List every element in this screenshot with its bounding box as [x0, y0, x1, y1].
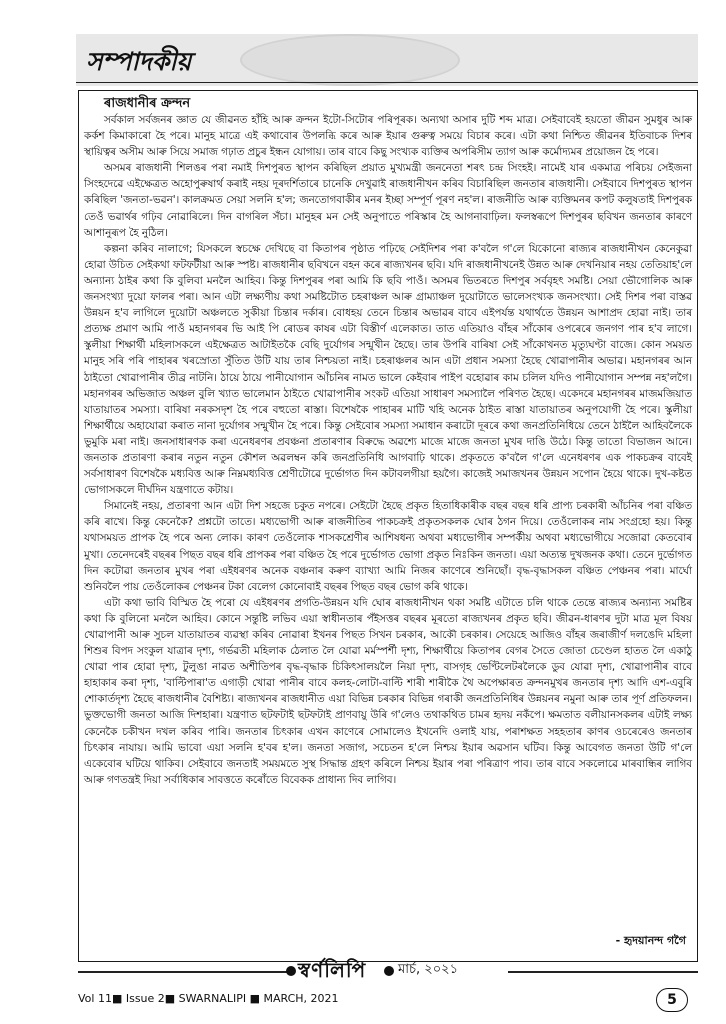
paragraph-5: এটা কথা ভাবি বিস্মিত হৈ পৰো যে এইধৰণৰ প্ৰগতি-উন্নয়ন যদি ঘোৰ ৰাজধানীখন থকা সমষ্টি এটাতে চলি থাকে তেন্তে ৰাজ্যৰ অন্যান্য সমষ্টিৰ কথা কি বুলিনো মনলৈ আহিব। কোনে সন্তুষ্টি লভিব এয়া স্বাধীনতাৰ পঁইসত্তৰ বছৰৰ মূৰতো ৰাজ্যখনৰ প্ৰকৃত ছবি। জীৱন-ধাৰণৰ দুটা মাত্ৰ মূল বিষয় খোৱাপানী আৰু সুচল যাতায়াতৰ ব্যৱস্থা কৰিব নোৱাৰা ইখনৰ পিছত সিখন চৰকাৰ, আকৌ চৰকাৰ। সেয়েহে আজিও বাঁহৰ জৰাজীৰ্ণ দলঙেদি মহিলা শিশুৰ বিপদ সংকুল যাত্ৰাৰ দৃশ্য, গৰ্ভৱতী মহিলাক ঠেলাত লৈ যোৱা মৰ্মস্পৰ্শী দৃশ্য, শিক্ষাৰ্থীয়ে কিতাপৰ বেগৰ সৈতে জোতা চেণ্ডেল হাতত লৈ একাঠু খোৱা পাৰ হোৱা দৃশ্য, টুলুঙা নাৱত অশীতিপৰ বৃদ্ধ-বৃদ্ধাক চিকিৎসালয়লৈ নিয়া দৃশ্য, বাসগৃহ ভেণ্টিলেটৰলৈকে ডুব যোৱা দৃশ্য, খোৱাপানীৰ বাবে হাহাকাৰ কৰা দৃশ্য, 'বাল্টিপাৰা'ত এগাড়ী খোৱা পানীৰ বাবে কলহ-লোটা-বাল্টি শাৰী শাৰীকৈ থৈ অপেক্ষাৰত ক্ৰন্দনমুখৰ জনতাৰ দৃশ্য আদি এশ-এবুৰি শোকাৰ্তদৃশ্য হৈছে ৰাজধানীৰ বৈশিষ্ট্য। ৰাজ্যখনৰ ৰাজধানীত এয়া বিভিন্ন চৰকাৰ বিভিন্ন গৰাকী জনপ্ৰতিনিধিৰ উন্নয়নৰ নমুনা আৰু তাৰ পূৰ্ণ প্ৰতিফলন। ভুক্তভোগী জনতা আজি দিশহাৰা। যন্ত্ৰণাত ছটফটাই ছটফটাই প্ৰাণবায়ু উৰি গ'লেও তথাকথিত চামৰ হৃদয় নকঁপে। ক্ষমতাত বলীয়ানসকলৰ এটাই লক্ষ্য কেনেকৈ চকীখন দখল কৰিব পাৰি। জনতাৰ চিৎকাৰ এখন কাণেৰে সোমালেও ইখনেদি ওলাই যায়, পৰাশক্ষত সহহতাৰ কাণৰ ওচৰেৰেও জনতাৰ চিৎকাৰ নাযায়। আমি ভাবো এয়া সলনি হ'বৰ হ'ল। জনতা সজাগ, সচেতন হ'লে নিশ্চয় ইয়াৰ অৱসান ঘটিব। কিন্তু আবেগত জনতা উটি গ'লে একেবোৰ ঘটিয়ে থাকিব। সেইবাবে জনতাই সময়মতে সুস্থ সিদ্ধান্ত গ্ৰহণ কৰিলে নিশ্চয় ইয়াৰ পৰা পৰিত্ৰাণ পাব। তাৰ বাবে সকলোৱে মাৰবান্ধিৰ লাগিব আৰু গণতন্ত্ৰই দিয়া সৰ্বাধিকাৰ সাবত্ততে কৰোঁতে বিবেকক প্ৰাধান্য দিব লাগিব।: [84, 596, 692, 786]
issue-date: মাৰ্চ, ২০২১: [398, 962, 459, 977]
header-ornament: [240, 34, 460, 86]
paragraph-1: সৰ্বকাল সৰ্বজনৰ জ্ঞাত যে জীৱনত হাঁহি আৰু ক্ৰন্দন ইটো-সিটোৰ পৰিপূৰক। অন্যথা অসাৰ দুটি শব্দ মাত্ৰ। সেইবাবেই হয়তো জীৱন সুমধুৰ আৰু কৰ্কশ কিমাকাৰো হৈ পৰে। মানুহ মাত্ৰে এই কথাবোৰ উপলব্ধি কৰে আৰু ইয়াৰ গুৰুত্ব সময়ে বিচাৰ কৰে। এটা কথা নিশ্চিত জীৱনৰ ইতিবাচক দিশৰ স্থায়িত্বৰ অসীম আৰু সিয়ে সমাজ গঢ়াত প্ৰচুৰ ইন্ধন যোগায়। তাৰ বাবে কিছু সংখ্যক ব্যক্তিৰ অপৰিসীম ত্যাগ আৰু কৰ্মোদ্যমৰ প্ৰয়োজন হৈ পৰে।: [84, 114, 692, 159]
footer-brand: [78, 960, 698, 982]
footer-rule-left: [78, 971, 292, 973]
page-title: সম্পাদকীয়: [86, 47, 192, 76]
author-signature: - হৃদয়ানন্দ গগৈ: [615, 934, 686, 947]
paragraph-2: অসমৰ ৰাজধানী শিলঙৰ পৰা নমাই দিশপুৰত স্থাপন কৰিছিল প্ৰয়াত মুখ্যমন্ত্ৰী জননেতা শৰৎ চন্দ্ৰ সিংহই। নামেই যাৰ একমাত্ৰ পৰিচয় সেইজনা সিংহদেৱে এইক্ষেত্ৰত অহোপুৰুষাৰ্থ কৰাই নহয় দূৰদৰ্শিতাৰে চানেকি দেখুৱাই ৰাজধানীখন কৰিব বিচাৰিছিল জনতাৰ ৰাজধানী। সেইবাবে দিশপুৰত স্থাপন কৰিছিল 'জনতা-ভৱন'। কালক্ৰমত সেয়া সলনি হ'ল; জনতোগবাকীৰ মনৰ ইচ্ছা সম্পূৰ্ণ পূৰণ নহ'ল। ৰাজনীতি আৰু ব্যক্তিমনৰ কপট কলুষতাই দিশপুৰক তেওঁ ভৱাৰ্থৰ গঢ়িব নোৱাৰিলে। দিন বাগৰিল সঁচা। মানুহৰ মন সেই অনুপাতে পৰিস্কাৰ হৈ আগনাবাঢ়িল। ফলস্বৰূপে দিশপুৰৰ ছবিখন জনতাৰ কাৰণে আশানুৰূপ হৈ নুঠিল।: [84, 162, 692, 239]
footer-bullet-icon: [384, 966, 394, 976]
paragraph-4: সিমানেই নহয়, প্ৰতাৰণা আন এটা দিশ সহজে চকুত নপৰে। সেইটো হৈছে প্ৰকৃত হিতাধিকাৰীক বছৰ বছৰ ধৰি প্ৰাপ্য চৰকাৰী আঁচনিৰ পৰা বঞ্চিত কৰি ৰাখে। কিন্তু কেনেকৈ? প্ৰশ্নটো তাতে। মধ্যভোগী আৰু ৰাজনীতিৰ পাকচক্ৰই প্ৰকৃতসকলক ঘোৰ ঠগন দিয়ে। তেওঁলোকৰ নাম সংগ্ৰহো হয়। কিন্তু যথাসময়ত প্ৰাপক হৈ পৰে অন্য লোক। কাৰণ তেওঁলোক শাসকশ্ৰেণীৰ আশিষধন্য অথবা মধ্যভোগীৰ সম্পৰ্কীয় অথবা মধ্যভোগীয়ে সজোৱা কেতবোৰ মুখা। তেনেদৰেই বছৰৰ পিছত বছৰ ধৰি প্ৰাপকৰ পৰা বঞ্চিত হৈ পৰে দুৰ্ভোগত ভোগা প্ৰকৃত নিঃকিন জনতা। এয়া অত্যন্ত দুখজনক কথা। তেনে দুৰ্ভোগত দিন কটোৱা জনতাৰ মুখৰ পৰা এইধৰণৰ অনেক বঞ্চনাৰ কৰুণ ব্যাখ্যা আমি নিজৰ কাণেৰে শুনিছোঁ। বৃদ্ধ-বৃদ্ধাসকল বঞ্চিত পেঞ্চনৰ পৰা। মাৰ্ঘো শুনিবলৈ পায় তেওঁলোকৰ পেঞ্চনৰ টকা বেলেগ কোনোবাই বছৰৰ পিছত বছৰ ভোগ কৰি থাকে।: [84, 500, 692, 593]
article-body: [84, 112, 692, 788]
article-heading: ৰাজধানীৰ ক্ৰন্দন: [104, 96, 191, 111]
footer-bullet-icon: [286, 966, 296, 976]
header-divider: [76, 82, 698, 83]
paragraph-3: কল্পনা কৰিব নালাগে; যিসকলে স্বচক্ষে দেখিছে বা কিতাপৰ পৃষ্ঠাত পঢ়িছে সেইদিশৰ পৰা ক'বলৈ গ'লে যিকোনো ৰাজ্যৰ ৰাজধানীখন কেনেকুৱা হোৱা উচিত সেইকথা ফটফটীয়া আৰু স্পষ্ট। ৰাজধানীৰ ছবিখনে বহন কৰে ৰাজ্যখনৰ ছবি। যদি ৰাজধানীখনেই উন্নত আৰু দেখনিয়াৰ নহয় তেতিয়াহ'লে অন্যান্য ঠাইৰ কথা কি বুলিবা মনলৈ আহিব। কিন্তু দিশপুৰৰ পৰা আমি কি ছবি পাওঁ। অসমৰ ভিতৰতে দিশপুৰ সৰ্ববৃহৎ সমষ্টি। সেয়া ভৌগোলিক আৰু জনসংখ্যা দুয়ো ফালৰ পৰা। আন এটা লক্ষ্যণীয় কথা সমষ্টিটোত চহৰাঞ্চল আৰু গ্ৰাম্যাঞ্চল দুয়োটাতে ভালেসংখ্যক জনসংখ্যা। সেই দিশৰ পৰা বাস্তৱ উন্নয়ন হ'ব লাগিলে দুয়োটা অঞ্চলতে সুকীয়া চিন্তাৰ দৰ্কাৰ। বোধহয় তেনে চিন্তাৰ অভাৱৰ বাবে এইপৰ্যন্ত যথাৰ্থতে উন্নয়ন আশাপ্ৰদ হোৱা নাই। তাৰ প্ৰত্যক্ষ প্ৰমাণ আমি পাওঁ মহানগৰৰ ভি আই পি ৰোডৰ কাষৰ এটা বিস্তীৰ্ণ এলেকাত। তাত এতিয়াও বাঁহৰ সাঁকোৰ ওপৰেৰে জনগণ পাৰ হ'ব লাগে। স্কুলীয়া শিক্ষাৰ্থী মহিলাসকলে এইক্ষেত্ৰত আটাইতকৈ বেছি দুৰ্যোগৰ সন্মুখীন হৈছে। তাৰ উপৰি বাৰিষা সেই সাঁকোখনত মৃত্যুঘণ্টা বাজে। কোন সময়ত মানুহ সৰি পৰি পাহাৰৰ খৰস্ৰোতা সুঁতিত উটি যায় তাৰ নিশ্চয়তা নাই। চহৰাঞ্চলৰ আন এটা প্ৰধান সমস্যা হৈছে খোৱাপানীৰ অভাৱ। মহানগৰৰ আন ঠাইতো খোৱাপানীৰ তীব্ৰ নাটনি। ঠায়ে ঠায়ে পানীযোগান আঁচনিৰ নামত ভালে কেইবাৰ পাইপ বহোৱাৰ কাম চলিল যদিও পানীযোগান সম্পন্ন নহ'লগৈ। মহানগৰৰ অভিজাত অঞ্চল বুলি খ্যাত ভালেমান ঠাইতে খোৱাপানীৰ সংকট এতিয়া সাধাৰণ সমস্যালৈ পৰিণত হৈছে। একেদৰে মহানগৰৰ মাজমজিয়াত যাতায়াতৰ সমস্যা। বাৰিষা নৰকসদৃশ হৈ পৰে বহুতো ৰাস্তা। বিশেষকৈ পাহাৰৰ মাটি খহি অনেক ঠাইত ৰাস্তা যাতায়াতৰ অনুপযোগী হৈ পৰে। স্কুলীয়া শিক্ষাৰ্থীয়ে অহাযোৱা কৰাত নানা দুৰ্যোগৰ সন্মুখীন হৈ পৰে। কিন্তু সেইবোৰ সমস্যা সমাধান কৰাটো দূৰৰে কথা জনপ্ৰতিনিধিয়ে তেনে ঠাইলৈ আহিবলৈকে ভুমুকি মৰা নাই। জনসাধাৰণক কৰা এনেধৰণৰ প্ৰবঞ্চনা প্ৰতাৰণাৰ বিৰুদ্ধে অৱশ্যে মাজে মাজে জনতা মুখৰ দাঙি উঠে। কিন্তু তাতো বিভাজন আনে। জনতাক প্ৰতাৰণা কৰাৰ নতুন নতুন কৌশল অৱলম্বন কৰি জনপ্ৰতিনিধি আগবাঢ়ি থাকে। প্ৰকৃততে ক'বলৈ গ'লে এনেধৰণৰ এক পাকচক্ৰৰ বাবেই সৰ্বসাধাৰণ বিশেষকৈ মধ্যবিত্ত আৰু নিম্নমধ্যবিত্ত শ্ৰেণীটোৱে দুৰ্ভোগত দিন কটাবলগীয়া হয়গৈ। কাজেই সমাজখনৰ উন্নয়ন সপোন হৈয়ে থাকে। দুখ-কষ্টত ভোগাসকলে দীৰ্ঘদিন যন্ত্ৰণাতে কটায়।: [84, 242, 692, 497]
footer-rule-right: [508, 971, 698, 973]
magazine-logo: স্বৰ্ণলিপি: [298, 958, 367, 982]
issue-meta: Vol 11■ Issue 2■ SWARNALIPI ■ MARCH, 2021: [78, 992, 339, 1005]
page-number: 5: [656, 988, 688, 1012]
